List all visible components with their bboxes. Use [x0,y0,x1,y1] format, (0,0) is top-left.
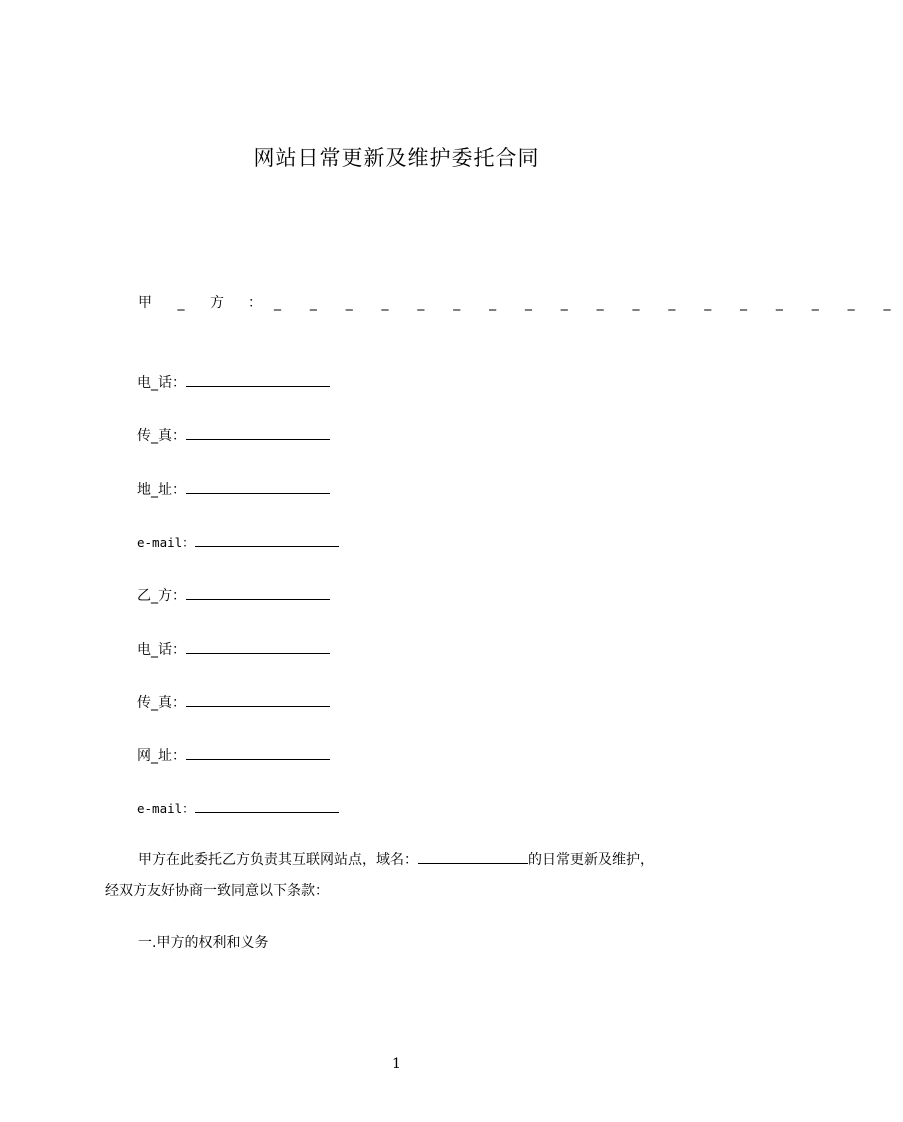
intro-paragraph [105,845,725,907]
phone-blank[interactable] [186,641,330,654]
party-b-email-field [137,799,339,817]
field-label: 传_真： [137,695,186,711]
party-b-field [137,585,330,605]
paragraph-line-1 [105,845,725,876]
paragraph-text: 的日常更新及维护， [528,852,654,868]
field-label: 传_真： [137,428,186,444]
party-b-fax-field [137,692,330,712]
phone-blank[interactable] [186,374,330,387]
party-b-website-field [137,745,330,765]
party-a-char-2: 方 [210,295,224,311]
field-label: 电_话： [137,375,186,391]
party-a-char-1: 甲 [138,295,152,311]
party-a-fax-field [137,425,330,445]
field-label: 地_址： [137,482,186,498]
paragraph-line-2: 经双方友好协商一致同意以下条款： [105,883,329,899]
party-a-address-field [137,479,330,499]
field-label: 网_址： [137,748,186,764]
party-a-email-field [137,533,339,551]
website-blank[interactable] [186,747,330,760]
party-a-phone-field [137,372,330,392]
party-a-name-blank[interactable]: _ _ _ _ _ _ _ _ _ _ _ _ _ _ _ _ _ _ [274,295,903,311]
paragraph-text: 甲方在此委托乙方负责其互联网站点，域名： [138,852,418,868]
fax-blank[interactable] [186,694,330,707]
email-blank[interactable] [195,534,339,547]
fax-blank[interactable] [186,427,330,440]
field-label: e-mail： [137,535,195,550]
party-b-blank[interactable] [186,587,330,600]
field-label: 电_话： [137,642,186,658]
section-heading: 一.甲方的权利和义务 [138,935,269,951]
email-blank[interactable] [195,800,339,813]
field-label: e-mail： [137,801,195,816]
party-b-phone-field [137,639,330,659]
domain-blank[interactable] [418,851,528,864]
page-number: 1 [392,1056,401,1072]
party-a-underscore: _ [177,295,185,311]
party-a-colon: ： [248,295,262,311]
party-a-line [138,292,903,312]
address-blank[interactable] [186,481,330,494]
field-label: 乙_方： [137,588,186,604]
document-title: 网站日常更新及维护委托合同 [253,146,540,170]
